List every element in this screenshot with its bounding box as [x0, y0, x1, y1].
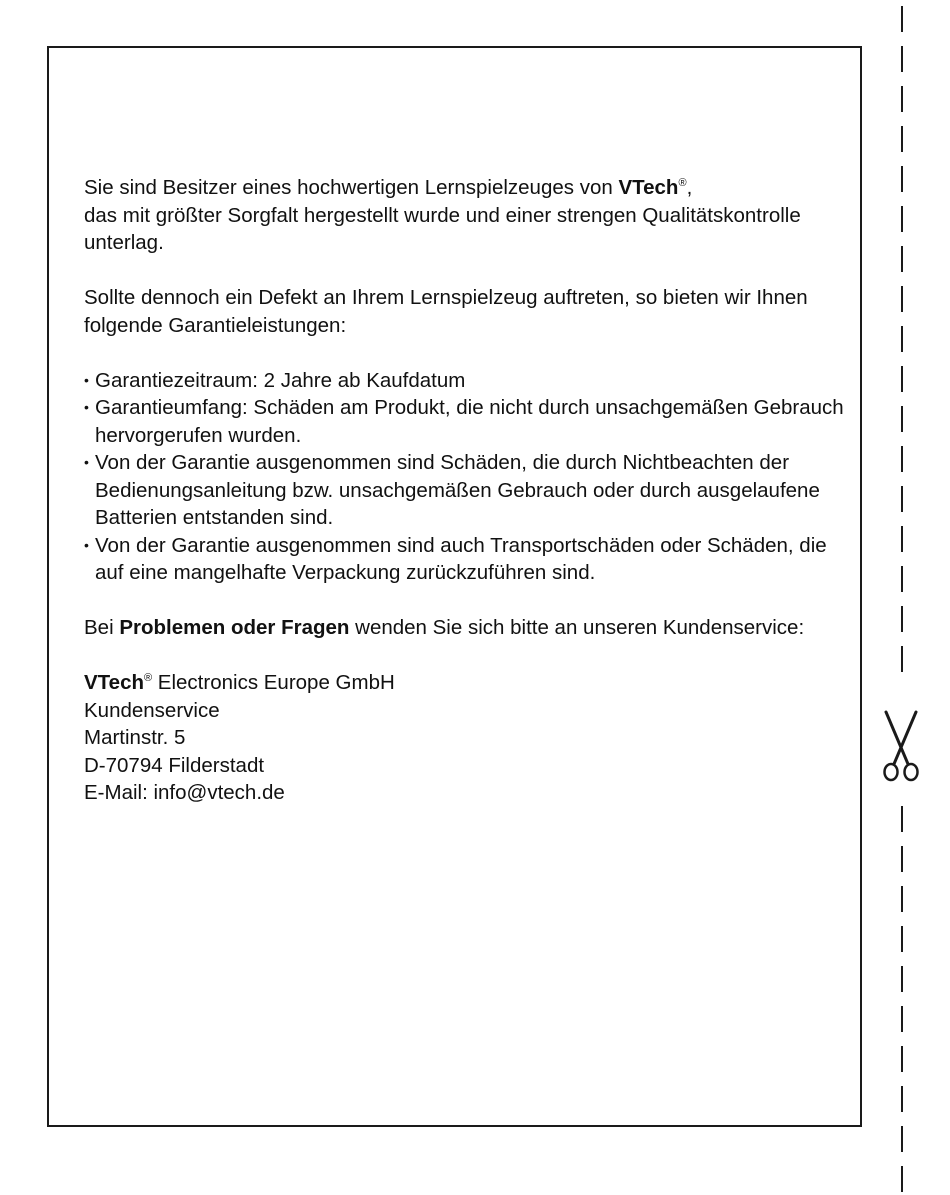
- cut-line-segment: [901, 846, 903, 872]
- cut-line-segment: [901, 206, 903, 232]
- problems-bold: Problemen oder Fragen: [119, 616, 350, 639]
- cut-line-segment: [901, 966, 903, 992]
- list-item: • Von der Garantie ausgenommen sind Schäden, die durch Nichtbeachten der Bedienungsanleitung bzw. unsachgemäßen Gebrauch oder durch ausgelaufene Batterien entstanden sind.: [84, 449, 844, 532]
- cut-line-segment: [901, 526, 903, 552]
- address-city: D-70794 Filderstadt: [84, 753, 265, 777]
- cut-line-segment: [901, 1086, 903, 1112]
- scissors-icon: [880, 710, 922, 782]
- warranty-card: [47, 46, 862, 1127]
- address-company: [84, 669, 844, 697]
- address-registered-mark: ®: [144, 672, 153, 684]
- cut-line-segment: [901, 1126, 903, 1152]
- address-brand: VTech: [84, 671, 144, 694]
- cut-line-segment: [901, 446, 903, 472]
- defect-paragraph: Sollte dennoch ein Defekt an Ihrem Lernspielzeug auftreten, so bieten wir Ihnen folgende Garantieleistungen:: [84, 286, 808, 337]
- cut-line: [901, 0, 903, 1195]
- warranty-content: [84, 174, 844, 807]
- warranty-list: [84, 367, 844, 587]
- list-item: • Garantieumfang: Schäden am Produkt, die nicht durch unsachgemäßen Gebrauch hervorgerufen wurden.: [84, 394, 844, 449]
- address-email: E-Mail: info@vtech.de: [84, 781, 285, 804]
- cut-line-segment: [901, 126, 903, 152]
- cut-line-segment: [901, 6, 903, 32]
- cut-line-segment: [901, 1166, 903, 1192]
- cut-line-segment: [901, 806, 903, 832]
- address-company-rest: Electronics Europe GmbH: [152, 671, 395, 694]
- problems-post: wenden Sie sich bitte an unseren Kundenservice:: [349, 616, 805, 639]
- list-item: • Garantiezeitraum: 2 Jahre ab Kaufdatum: [84, 367, 844, 395]
- cut-line-segment: [901, 86, 903, 112]
- cut-line-segment: [901, 646, 903, 672]
- problems-pre: Bei: [84, 616, 120, 639]
- cut-line-segment: [901, 606, 903, 632]
- cut-line-segment: [901, 1006, 903, 1032]
- cut-line-segment: [901, 566, 903, 592]
- cut-line-segment: [901, 926, 903, 952]
- intro-line1-post: ,: [686, 176, 693, 199]
- address-block: [84, 669, 844, 807]
- intro-rest: das mit größter Sorgfalt hergestellt wurde und einer strengen Qualitätskontrolle unterlag.: [84, 203, 801, 254]
- address-department: Kundenservice: [84, 698, 220, 722]
- cut-line-segment: [901, 1046, 903, 1072]
- cut-line-segment: [901, 46, 903, 72]
- address-street: Martinstr. 5: [84, 726, 186, 749]
- cut-line-segment: [901, 326, 903, 352]
- intro-registered-mark: ®: [678, 177, 687, 189]
- list-item: • Von der Garantie ausgenommen sind auch Transportschäden oder Schäden, die auf eine mangelhafte Verpackung zurückzuführen sind.: [84, 532, 844, 587]
- cut-line-segment: [901, 166, 903, 192]
- problems-paragraph: [84, 614, 844, 642]
- cut-line-segment: [901, 486, 903, 512]
- cut-line-segment: [901, 406, 903, 432]
- intro-paragraph: [84, 174, 844, 257]
- cut-line-segment: [901, 246, 903, 272]
- cut-line-segment: [901, 366, 903, 392]
- cut-line-segment: [901, 286, 903, 312]
- intro-brand: VTech: [618, 176, 679, 199]
- intro-line1-pre: Sie sind Besitzer eines hochwertigen Lernspielzeuges von: [84, 176, 619, 199]
- cut-line-segment: [901, 886, 903, 912]
